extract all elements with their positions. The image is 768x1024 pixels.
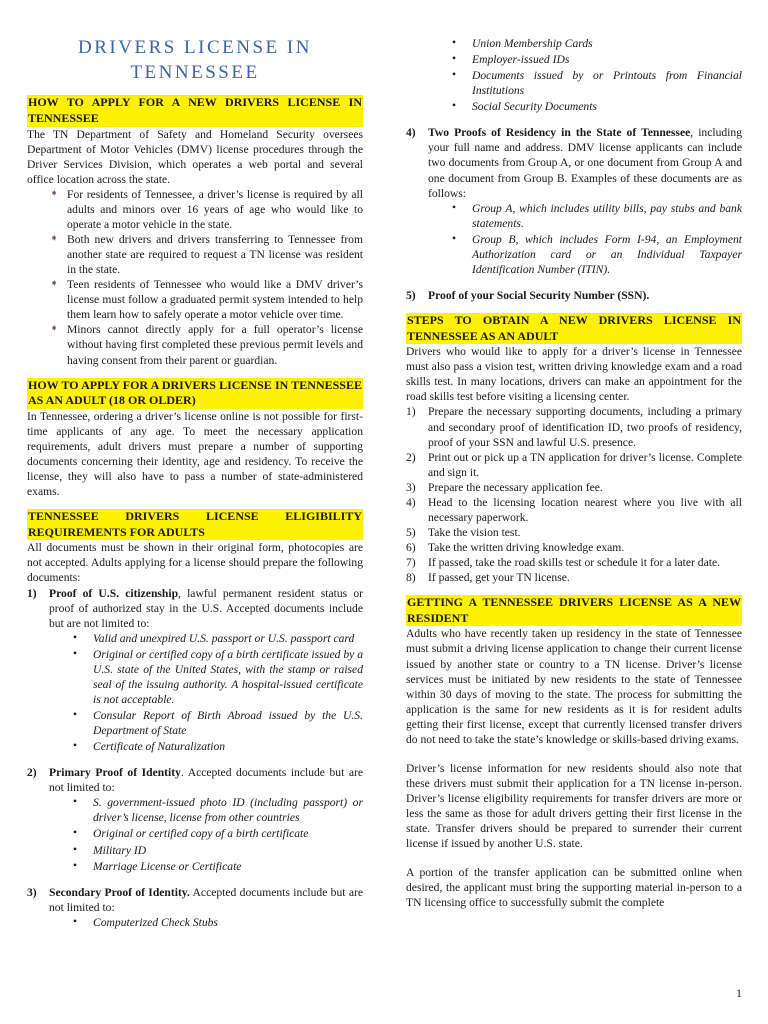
bullet-icon: • (73, 826, 78, 840)
list-item: 8) If passed, get your TN license. (406, 571, 570, 585)
bullet-icon: • (73, 630, 78, 644)
section-heading-steps: STEPS TO OBTAIN A NEW DRIVERS LICENSE IN TENNESSEE AS AN ADULT (407, 313, 741, 343)
bullet-icon: • (73, 708, 78, 721)
list-item: 4) Head to the licensing location nearest where you live with all necessary paperwork. (406, 495, 742, 524)
list-item: • Original or certified copy of a birth certificate issued by a U.S. state of the United States, with the stamp or raised seal of the issuing authority. A hospital-issued certificate is not acceptable. (73, 646, 363, 706)
requirement-item-1: 1) Proof of U.S. citizenship, lawful permanent resident status or proof of authorized stay in the U.S. Accepted documents include but are not limited to: (27, 586, 363, 630)
list-item: 2) Print out or pick up a TN application for driver’s license. Complete and sign it. (406, 450, 742, 479)
bullet-icon: • (73, 795, 78, 809)
residency-docs-list (452, 201, 742, 277)
new-resident-paragraph-2: Driver’s license information for new residents should also note that these drivers must submit their application for a TN license in-person. Driver’s license eligibility requirements for transfer drivers are more or less the same as those for adult drivers getting their first license in the state. Transfer drivers should be prepared to surrender their current license if issued by another U.S. state. (406, 761, 742, 851)
page-title: DRIVERS LICENSE IN TENNESSEE (78, 37, 312, 83)
right-column (406, 0, 742, 910)
page-number: 1 (736, 986, 742, 1000)
list-item: • S. government-issued photo ID (including passport) or driver’s license, license from other countries (73, 795, 363, 825)
requirement-item-4: 4) Two Proofs of Residency in the State of Tennessee, including your full name and address. DMV license applicants can include two documents from Group A, or one document from Group A and one document from Group B. Examples of these documents are as follows: (406, 126, 743, 200)
list-item: • Computerized Check Stubs (73, 914, 218, 929)
list-item: ➧ For residents of Tennessee, a driver’s license is required by all adults and minors over 16 years of age who would like to operate a motor vehicle in the state. (50, 187, 363, 231)
requirement-item-5: 5) Proof of your Social Security Number (SSN). (406, 288, 650, 302)
section-heading-apply-new: HOW TO APPLY FOR A NEW DRIVERS LICENSE IN TENNESSEE (28, 95, 362, 125)
list-item: • Group B, which includes Form I-94, an Employment Authorization card or an Individual Taxpayer Identification Number (ITIN). (452, 231, 742, 276)
bullet-icon: • (73, 842, 78, 856)
new-resident-paragraph-1: Adults who have recently taken up residency in the state of Tennessee must submit a driving license application to change their current license issued by another state or country to a TN license. Driver’s license services must be initiated by new residents to the state of Tennessee within 30 days of moving to the state. The process for submitting the application is the same for new residents as it is for resident adults getting their first license, except that currently licensed transfer drivers do not need to take the state’s knowledge or skills-based driving exams. (406, 627, 742, 746)
list-item: • Social Security Documents (452, 99, 597, 114)
list-item: • Union Membership Cards (452, 36, 593, 50)
list-item: • Valid and unexpired U.S. passport or U.S. passport card (73, 630, 355, 645)
eligibility-intro: All documents must be shown in their original form, photocopies are not accepted. Adults applying for a license should prepare the following documents: (27, 541, 363, 585)
requirement-item-3: 3) Secondary Proof of Identity. Accepted documents include but are not limited to: (27, 885, 363, 914)
list-item: 7) If passed, take the road skills test or schedule it for a later date. (406, 556, 720, 570)
section-heading-eligibility: TENNESSEE DRIVERS LICENSE ELIGIBILITY REQUIREMENTS FOR ADULTS (28, 509, 362, 539)
list-item: • Documents issued by or Printouts from Financial Institutions (452, 68, 742, 98)
bullet-icon: • (73, 858, 78, 872)
bullet-icon: • (73, 646, 78, 660)
steps-list (406, 404, 742, 585)
section-heading-new-resident: GETTING A TENNESSEE DRIVERS LICENSE AS A NEW RESIDENT (407, 595, 741, 625)
bullet-icon: • (73, 914, 78, 928)
bullet-icon: • (452, 99, 457, 113)
list-item: 3) Prepare the necessary application fee. (406, 480, 603, 494)
list-item: ➧ Both new drivers and drivers transferring to Tennessee from another state are required to request a TN license was resident in the state. (50, 233, 363, 277)
list-item: 5) Take the vision test. (406, 525, 521, 539)
secondary-docs-list-continued (452, 36, 742, 114)
list-item: ➧ Teen residents of Tennessee who would like a DMV driver’s license must follow a graduated permit system intended to help them learn how to safely operate a motor vehicle over time. (50, 278, 363, 322)
steps-intro: Drivers who would like to apply for a driver’s license in Tennessee must also pass a vision test, written driving knowledge exam and a road skills test. In many locations, drivers can make an appointment for the road skills test before visiting a licensing center. (406, 345, 742, 404)
arrow-bullet-icon: ➧ (50, 278, 59, 290)
secondary-docs-list-start (73, 915, 363, 930)
bullet-icon: • (452, 52, 457, 66)
list-item: ➧ Minors cannot directly apply for a full operator’s license without having first completed these previous permit levels and having consent from their parent or guardian. (50, 323, 363, 367)
bullet-icon: • (73, 739, 78, 753)
bullet-icon: • (452, 36, 457, 49)
list-item: • Original or certified copy of a birth certificate (73, 826, 309, 841)
list-item: 1) Prepare the necessary supporting documents, including a primary and secondary proof of identification ID, two proofs of residency, proof of your SSN and lawful U.S. presence. (406, 405, 742, 449)
list-item: 6) Take the written driving knowledge exam. (406, 541, 625, 554)
list-item: • Consular Report of Birth Abroad issued by the U.S. Department of State (73, 708, 363, 738)
identity-docs-list (73, 795, 363, 873)
list-item: • Military ID (73, 842, 147, 857)
intro-paragraph: The TN Department of Safety and Homeland Security oversees Department of Motor Vehicles (DMV) license procedures through the Driver Services Division, which operates a web portal and several office location across the state. (27, 127, 363, 186)
list-item: • Certificate of Naturalization (73, 739, 226, 754)
left-column (27, 0, 363, 931)
arrow-bullet-icon: ➧ (50, 187, 59, 199)
section-heading-adult: HOW TO APPLY FOR A DRIVERS LICENSE IN TENNESSEE AS AN ADULT (18 OR OLDER) (28, 377, 362, 408)
arrow-bullet-icon: ➧ (50, 323, 59, 335)
arrow-list (49, 187, 363, 368)
new-resident-paragraph-3: A portion of the transfer application can be submitted online when desired, the applicant must bring the supporting material in-person to a TN licensing office to successfully submit the complete (406, 866, 742, 910)
arrow-bullet-icon: ➧ (50, 233, 59, 244)
requirement-item-2: 2) Primary Proof of Identity. Accepted documents include but are not limited to: (27, 766, 364, 795)
citizenship-docs-list (73, 631, 363, 755)
bullet-icon: • (452, 200, 457, 214)
list-item: • Marriage License or Certificate (73, 858, 242, 873)
adult-paragraph: In Tennessee, ordering a driver’s license online is not possible for first-time applicants of any age. To meet the necessary application requirements, adult drivers must prepare a number of supporting documents concerning their identity, age and residency. To receive the license, they will also have to pass a number of state-administered exams. (27, 409, 363, 499)
list-item: • Group A, which includes utility bills, pay stubs and bank statements. (452, 200, 742, 230)
bullet-icon: • (452, 68, 457, 82)
list-item: • Employer-issued IDs (452, 52, 570, 67)
bullet-icon: • (452, 231, 457, 245)
